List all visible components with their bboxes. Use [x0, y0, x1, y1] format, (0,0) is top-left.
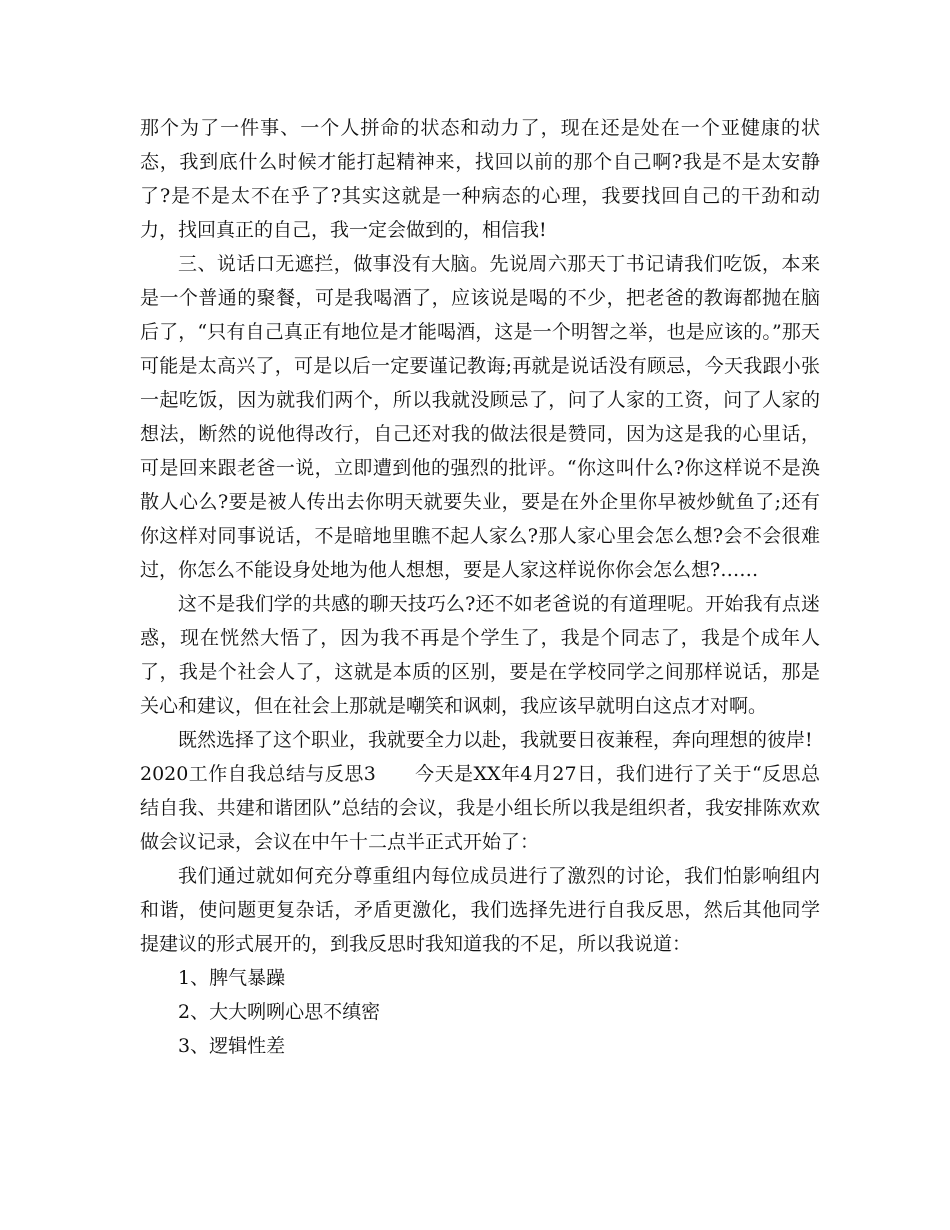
list-item: 1、脾气暴躁 — [178, 967, 286, 989]
paragraph-5: 2020工作自我总结与反思3 今天是XX年4月27日，我们进行了关于“反思总结自我、共建和谐团队”总结的会议，我是小组长所以我是组织者，我安排陈欢欢做会议记录，会议在中午十二点半正式开始了： — [140, 763, 820, 853]
document-page — [140, 111, 820, 1063]
paragraph-6: 我们通过就如何充分尊重组内每位成员进行了激烈的讨论，我们怕影响组内和谐，使问题更复杂话，矛盾更激化，我们选择先进行自我反思，然后其他同学提建议的形式展开的，到我反思时我知道我的不足，所以我说道： — [140, 865, 820, 955]
paragraph-3: 这不是我们学的共感的聊天技巧么?还不如老爸说的有道理呢。开始我有点迷惑，现在恍然大悟了，因为我不再是个学生了，我是个同志了，我是个成年人了，我是个社会人了，这就是本质的区别，要是在学校同学之间那样说话，那是关心和建议，但在社会上那就是嘲笑和讽刺，我应该早就明白这点才对啊。 — [140, 593, 820, 717]
list-item: 2、大大咧咧心思不缜密 — [178, 1001, 381, 1023]
paragraph-2: 三、说话口无遮拦，做事没有大脑。先说周六那天丁书记请我们吃饭，本来是一个普通的聚餐，可是我喝酒了，应该说是喝的不少，把老爸的教诲都抛在脑后了，“只有自己真正有地位是才能喝酒，这是一个明智之举，也是应该的。”那天可能是太高兴了，可是以后一定要谨记教诲;再就是说话没有顾忌，今天我跟小张一起吃饭，因为就我们两个，所以我就没顾忌了，问了人家的工资，问了人家的想法，断然的说他得改行，自己还对我的做法很是赞同，因为这是我的心里话，可是回来跟老爸一说，立即遭到他的强烈的批评。“你这叫什么?你这样说不是涣散人心么?要是被人传出去你明天就要失业，要是在外企里你早被炒鱿鱼了;还有你这样对同事说话，不是暗地里瞧不起人家么?那人家心里会怎么想?会不会很难过，你怎么不能设身处地为他人想想，要是人家这样说你你会怎么想?…… — [140, 253, 820, 581]
paragraph-1: 那个为了一件事、一个人拼命的状态和动力了，现在还是处在一个亚健康的状态，我到底什么时候才能打起精神来，找回以前的那个自己啊?我是不是太安静了?是不是太不在乎了?其实这就是一种病态的心理，我要找回自己的干劲和动力，找回真正的自己，我一定会做到的，相信我! — [140, 117, 820, 241]
paragraph-4: 既然选择了这个职业，我就要全力以赴，我就要日夜兼程，奔向理想的彼岸! — [178, 729, 813, 751]
list-item: 3、逻辑性差 — [178, 1035, 286, 1057]
